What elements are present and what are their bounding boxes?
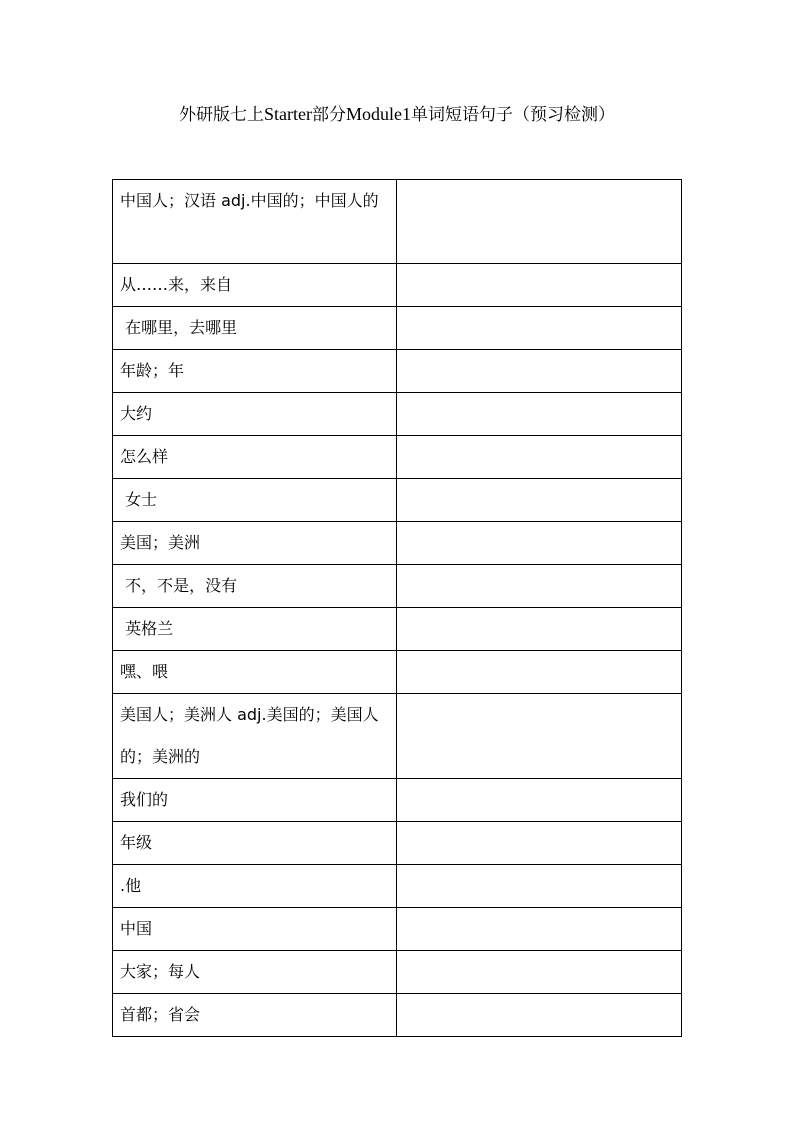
table-row <box>113 264 682 307</box>
table-row <box>113 479 682 522</box>
chinese-text: 女士 <box>120 490 158 509</box>
chinese-text: 在哪里，去哪里 <box>120 318 238 337</box>
chinese-cell <box>113 908 397 951</box>
chinese-cell <box>113 180 397 264</box>
chinese-cell <box>113 694 397 779</box>
answer-cell[interactable] <box>397 608 682 651</box>
title-part-2: Starter <box>264 104 312 124</box>
chinese-cell <box>113 951 397 994</box>
title-part-5: 单词短语句子（预习检测） <box>410 105 615 125</box>
answer-cell[interactable] <box>397 393 682 436</box>
chinese-cell <box>113 264 397 307</box>
chinese-cell <box>113 522 397 565</box>
answer-cell[interactable] <box>397 908 682 951</box>
answer-cell[interactable] <box>397 994 682 1037</box>
chinese-cell <box>113 651 397 694</box>
answer-cell[interactable] <box>397 350 682 393</box>
answer-cell[interactable] <box>397 180 682 264</box>
table-row <box>113 565 682 608</box>
chinese-text: 我们的 <box>120 790 169 809</box>
chinese-cell <box>113 779 397 822</box>
table-row <box>113 694 682 779</box>
table-row <box>113 350 682 393</box>
chinese-cell <box>113 865 397 908</box>
chinese-cell <box>113 994 397 1037</box>
answer-cell[interactable] <box>397 951 682 994</box>
chinese-cell <box>113 393 397 436</box>
chinese-cell <box>113 436 397 479</box>
table-row <box>113 180 682 264</box>
table-row <box>113 393 682 436</box>
chinese-text: 年级 <box>120 833 153 852</box>
chinese-text: 怎么样 <box>120 447 169 466</box>
chinese-text: 大约 <box>120 404 153 423</box>
table-row <box>113 779 682 822</box>
chinese-text: 中国人；汉语 adj.中国的；中国人的 <box>120 191 379 210</box>
answer-cell[interactable] <box>397 779 682 822</box>
chinese-text: 年龄；年 <box>120 361 185 380</box>
chinese-text: 大家；每人 <box>120 962 201 981</box>
chinese-cell <box>113 822 397 865</box>
table-row <box>113 822 682 865</box>
answer-cell[interactable] <box>397 865 682 908</box>
table-row <box>113 951 682 994</box>
chinese-text: 美国；美洲 <box>120 533 201 552</box>
answer-cell[interactable] <box>397 264 682 307</box>
answer-cell[interactable] <box>397 651 682 694</box>
chinese-cell <box>113 479 397 522</box>
title-part-4: Module1 <box>345 104 411 124</box>
table-row <box>113 651 682 694</box>
chinese-text: 美国人；美洲人 adj.美国的；美国人的；美洲的 <box>120 705 379 766</box>
table-row <box>113 307 682 350</box>
chinese-cell <box>113 350 397 393</box>
table-row <box>113 908 682 951</box>
answer-cell[interactable] <box>397 436 682 479</box>
answer-cell[interactable] <box>397 694 682 779</box>
chinese-text: 首都；省会 <box>120 1005 201 1024</box>
answer-cell[interactable] <box>397 522 682 565</box>
vocabulary-table <box>112 179 682 1037</box>
chinese-cell <box>113 307 397 350</box>
table-row <box>113 994 682 1037</box>
table-row <box>113 522 682 565</box>
page-title <box>0 101 794 128</box>
title-part-1: 外研版七上 <box>179 105 264 125</box>
chinese-text: 英格兰 <box>120 619 174 638</box>
table-row <box>113 865 682 908</box>
answer-cell[interactable] <box>397 479 682 522</box>
chinese-text: .他 <box>120 876 142 895</box>
table-row <box>113 608 682 651</box>
chinese-text: 从……来，来自 <box>120 275 233 294</box>
chinese-text: 不，不是，没有 <box>120 576 238 595</box>
table-row <box>113 436 682 479</box>
answer-cell[interactable] <box>397 307 682 350</box>
chinese-cell <box>113 608 397 651</box>
answer-cell[interactable] <box>397 822 682 865</box>
chinese-cell <box>113 565 397 608</box>
answer-cell[interactable] <box>397 565 682 608</box>
title-part-3: 部分 <box>311 105 346 125</box>
chinese-text: 嘿、喂 <box>120 662 169 681</box>
chinese-text: 中国 <box>120 919 153 938</box>
